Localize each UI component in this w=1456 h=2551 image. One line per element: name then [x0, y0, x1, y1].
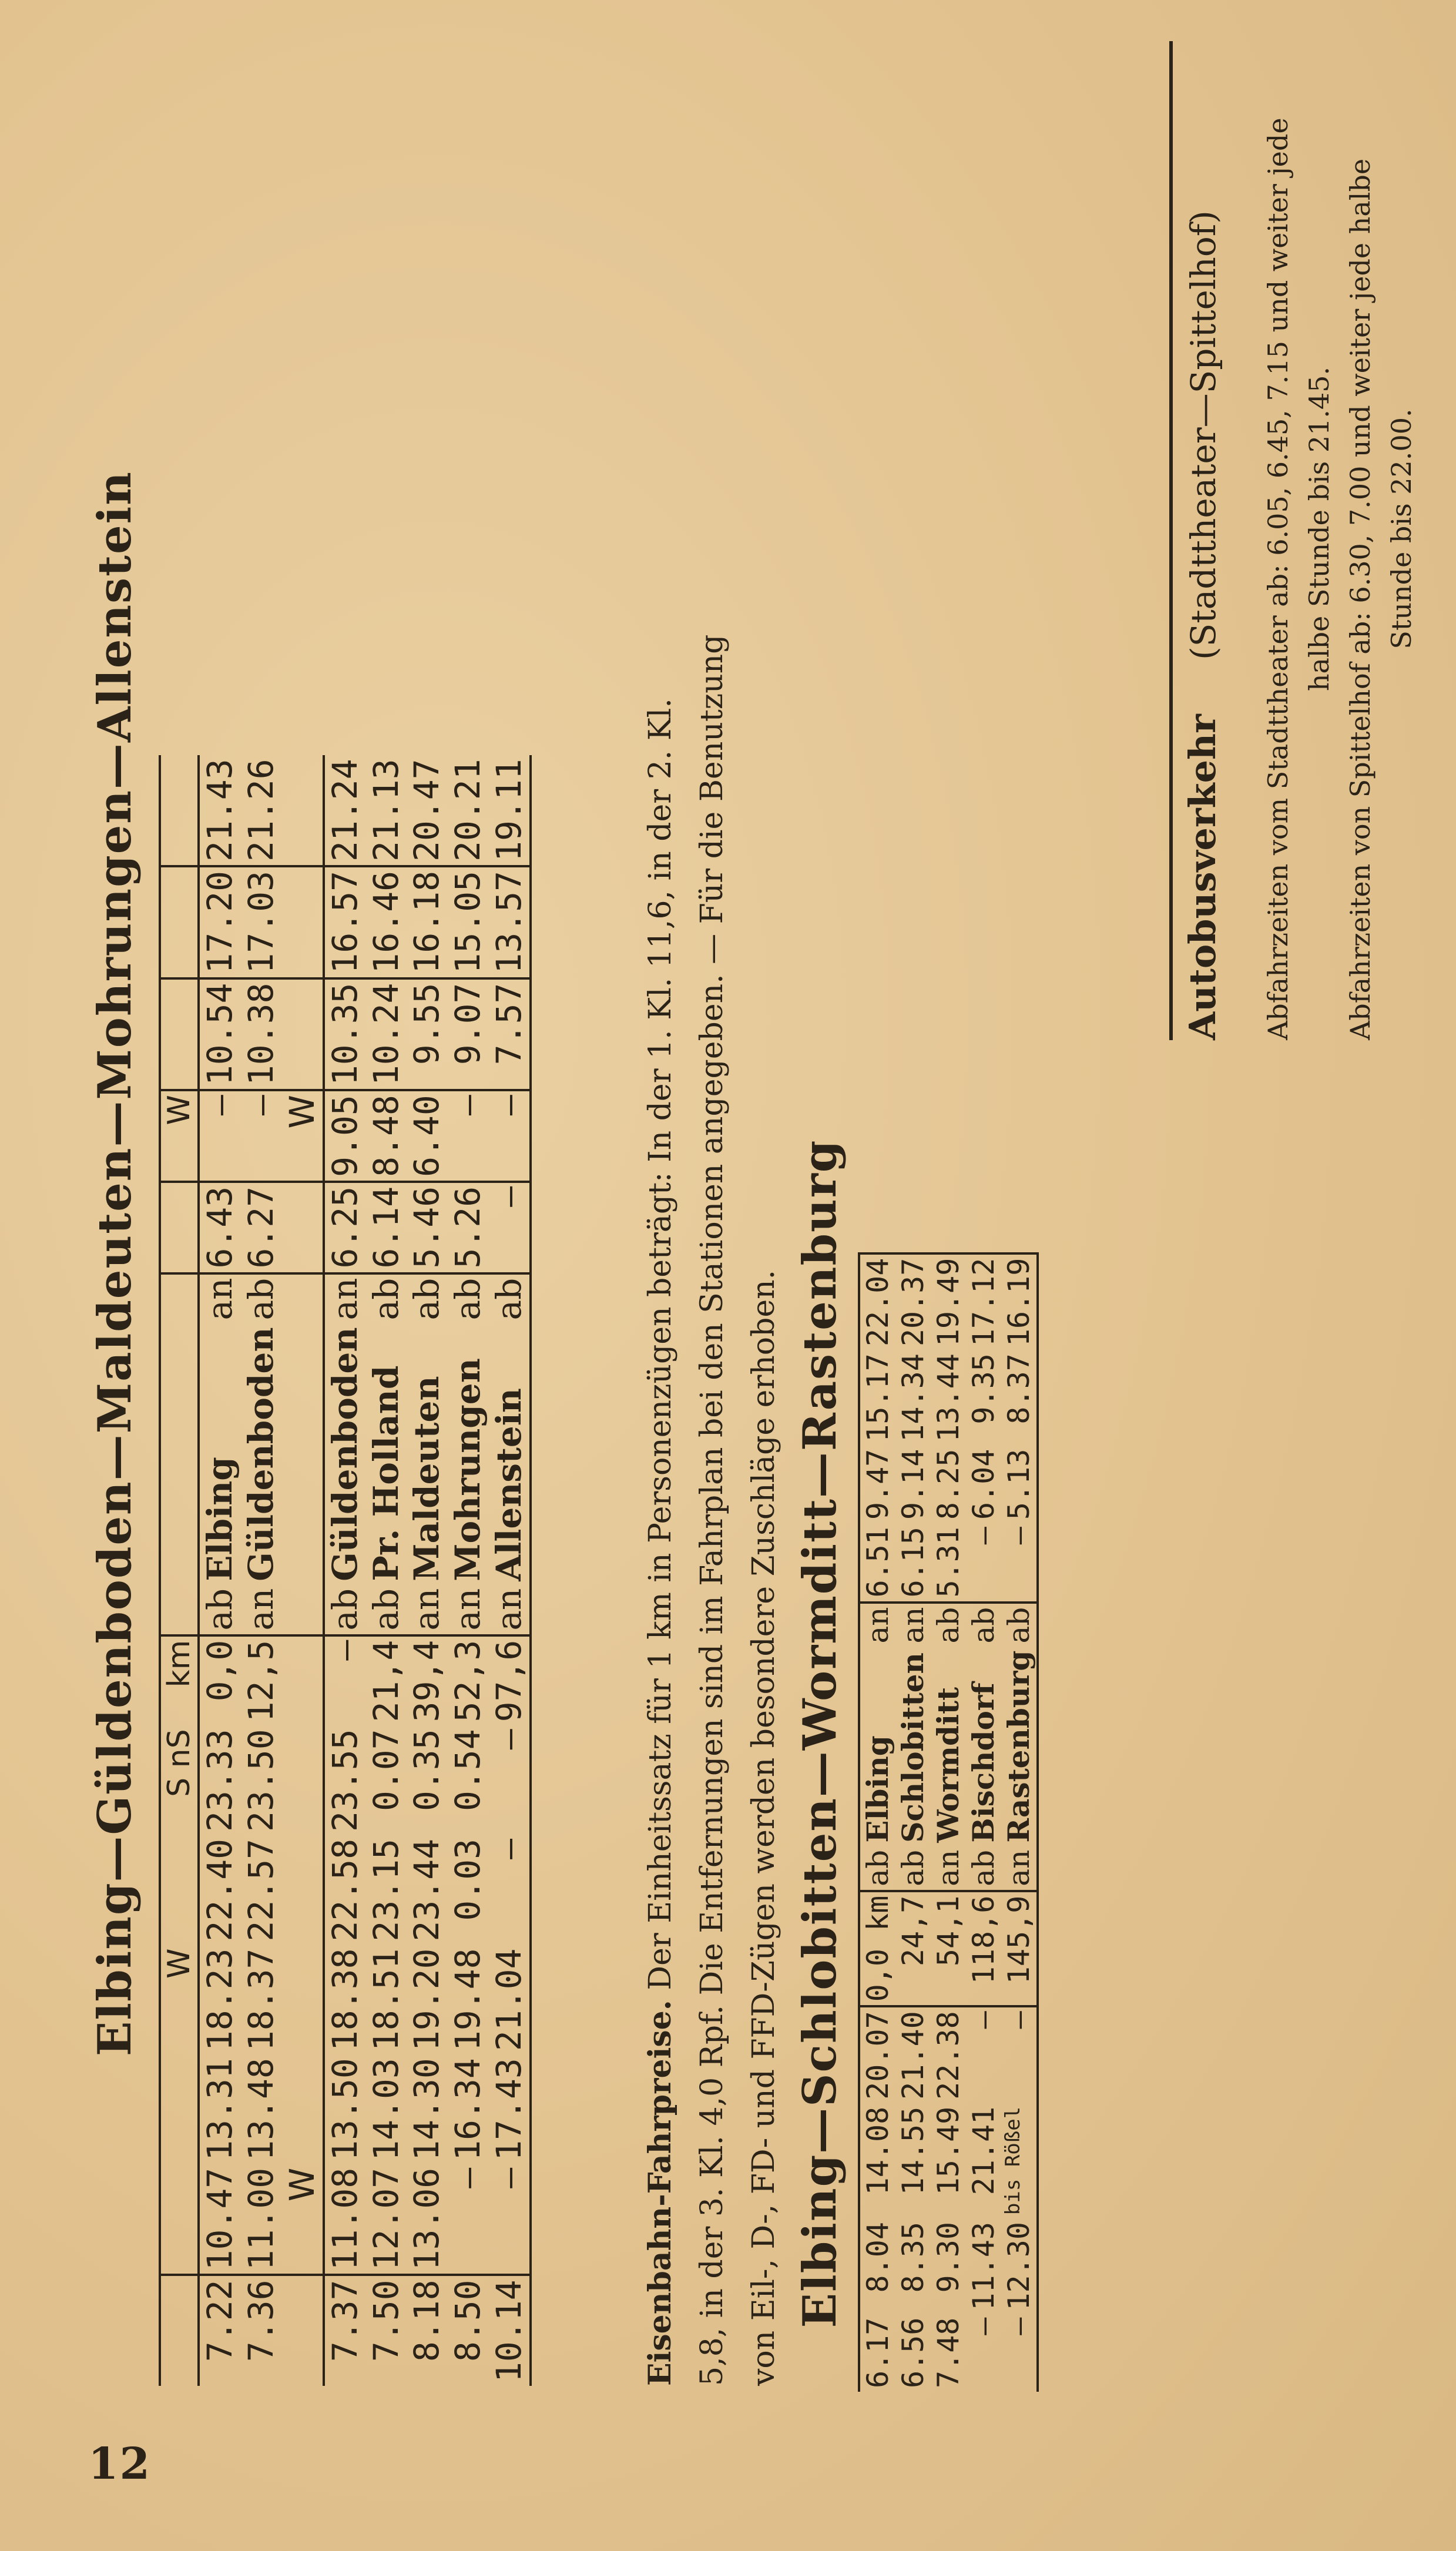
table-cell: [282, 2054, 324, 2164]
table-cell: —: [488, 1729, 529, 1750]
table-cell: 6.25: [324, 1182, 366, 1273]
table-cell: an: [895, 1603, 931, 1647]
header-cell: [160, 1323, 199, 1584]
table-cell: 15.49: [931, 2106, 965, 2195]
table-cell: 18.51: [365, 1948, 406, 2051]
w-mark: W: [282, 1090, 324, 1182]
table-cell: 7.50: [366, 2275, 407, 2386]
table-cell: ab: [967, 1849, 1001, 1886]
table-cell: 15.05: [448, 866, 489, 978]
table-row: [241, 755, 282, 2386]
timetable-table: [159, 755, 532, 2386]
table-row: [859, 1253, 895, 2392]
table-cell: an: [447, 1588, 488, 1631]
table-cell: an: [324, 1273, 366, 1324]
table-cell: Rastenburg: [1001, 1650, 1036, 1843]
table-cell: 8.25: [931, 1449, 965, 1520]
header-cell: km: [160, 1635, 199, 1726]
table-cell: 14.55: [896, 2106, 930, 2195]
table-cell: [282, 1323, 324, 1584]
table-cell: 9.14: [896, 1449, 930, 1520]
table-cell: 22.04: [859, 1253, 895, 1350]
table-cell: 22.40: [199, 1835, 241, 1945]
timetable-2-table: [858, 1252, 1039, 2392]
timetable-title: Elbing—Güldenboden—Maldeuten—Mohrungen—Allenstein: [88, 471, 142, 2057]
table-cell: 10.38: [241, 978, 282, 1091]
table-cell: —: [1001, 2006, 1038, 2103]
table-cell: 9.35: [967, 1353, 1001, 1424]
table-cell: 14.08: [861, 2106, 895, 2195]
table-row: [366, 755, 407, 2386]
header-cell: [160, 2275, 199, 2386]
table-cell: 19.11: [488, 759, 529, 861]
table-cell: ab: [489, 1273, 531, 1324]
timetable-elbing-rastenburg: [793, 1058, 1039, 2409]
table-cell: 15.17: [861, 1353, 895, 1442]
table-cell: bis Rößel: [1001, 2106, 1025, 2215]
table-cell: 18.23: [199, 1945, 241, 2055]
table-cell: 16.19: [1001, 1253, 1038, 1350]
table-cell: 6.14: [366, 1182, 407, 1273]
table-cell: 8.04: [861, 2222, 895, 2293]
table-cell: 6.04: [967, 1449, 1001, 1520]
table-cell: [282, 1835, 324, 1945]
table-cell: [282, 1725, 324, 1835]
bus-line-2: halbe Stunde bis 21.45.: [1303, 366, 1335, 692]
w-mark-row: [282, 755, 324, 2386]
table-cell: Elbing: [199, 1323, 241, 1584]
table-cell: [282, 1945, 324, 2055]
table-header-row: [160, 755, 199, 2386]
bus-times: [1257, 18, 1340, 1040]
fares-section: [635, 35, 790, 2386]
bus-heading: Autobusverkehr: [1181, 714, 1224, 1040]
table-cell: 11.00: [240, 2167, 281, 2271]
table-cell: 23.33: [199, 1725, 241, 1835]
table-cell: 10.54: [199, 978, 241, 1091]
table-row: [931, 1253, 966, 2392]
table-cell: 10.35: [324, 978, 366, 1091]
page-number: 12: [88, 2439, 151, 2489]
table-cell: 9.05: [324, 1090, 366, 1182]
table-cell: —: [966, 2006, 1001, 2103]
table-cell: Pr. Holland: [365, 1365, 406, 1581]
table-cell: 19.20: [407, 1948, 447, 2051]
table-row: [448, 755, 489, 2386]
table-cell: [282, 978, 324, 1091]
table-cell: Elbing: [860, 1735, 895, 1843]
table-cell: 21.13: [365, 759, 406, 861]
table-cell: Allenstein: [488, 1388, 529, 1581]
table-cell: an: [240, 1588, 281, 1631]
table-cell: 12,5: [241, 1635, 282, 1726]
table-cell: 118,6: [966, 1891, 1001, 2007]
header-cell: [160, 1835, 199, 1945]
table-cell: 18.37: [240, 1948, 281, 2051]
table-cell: an: [931, 1849, 965, 1886]
rotated-page-content: [88, 0, 1417, 2409]
table-cell: 0,0: [199, 1635, 241, 1726]
table-cell: 5.13: [1002, 1449, 1036, 1520]
table-cell: 6.43: [199, 1182, 241, 1273]
table-cell: ab: [448, 1273, 489, 1324]
table-cell: ab: [324, 1585, 366, 1635]
table-cell: 12.30: [1002, 2222, 1036, 2311]
table-cell: 6.51: [861, 1527, 895, 1598]
table-cell: 8.37: [1002, 1353, 1036, 1424]
header-cell: [160, 978, 199, 1091]
header-cell: S nS: [162, 1729, 197, 1797]
table-cell: [282, 1182, 324, 1273]
table-cell: ab: [931, 1603, 966, 1647]
header-cell: [160, 1182, 199, 1273]
timetable-elbing-allenstein: [88, 0, 532, 2409]
table-cell: ab: [199, 1585, 241, 1635]
table-cell: ab: [861, 1849, 895, 1886]
bus-section: [1169, 41, 1224, 1040]
table-cell: 7.37: [324, 2275, 366, 2386]
table-cell: —: [489, 1182, 531, 1273]
table-cell: —: [447, 2167, 488, 2188]
table-cell: 23.55: [324, 1725, 366, 1835]
table-cell: 8.18: [407, 2275, 448, 2386]
table-cell: an: [199, 1273, 241, 1324]
bus-route: (Stadttheater—Spittelhof): [1183, 210, 1223, 661]
table-cell: 10.47: [199, 2164, 241, 2275]
table-cell: 0.03: [447, 1838, 488, 1921]
table-cell: Maldeuten: [407, 1376, 447, 1581]
table-cell: 21.43: [199, 755, 241, 866]
table-cell: —: [489, 1090, 531, 1182]
table-cell: 13.50: [324, 2054, 366, 2164]
table-cell: 22.58: [324, 1835, 366, 1945]
table-cell: Mohrungen: [447, 1358, 488, 1581]
header-cell: [160, 1585, 199, 1635]
table-cell: —: [324, 1635, 366, 1726]
table-cell: 21.40: [895, 2006, 931, 2103]
table-cell: —: [241, 1090, 282, 1182]
table-cell: 0.35: [407, 1729, 447, 1812]
table-cell: 17.03: [241, 866, 282, 978]
table-cell: 54,1: [931, 1891, 966, 2007]
table-row: [407, 755, 448, 2386]
table-cell: ab: [407, 1273, 448, 1324]
table-cell: 10.24: [366, 978, 407, 1091]
header-cell: W: [160, 1090, 199, 1182]
table-cell: an: [407, 1588, 447, 1631]
table-cell: 8.48: [366, 1090, 407, 1182]
bus-times-2: [1340, 18, 1422, 1040]
table-cell: 7.48: [931, 2317, 965, 2388]
table-cell: 21.41: [967, 2106, 1001, 2195]
table-cell: Wormditt: [931, 1687, 965, 1843]
table-cell: 6.17: [861, 2317, 895, 2388]
table-cell: an: [859, 1603, 895, 1647]
table-row: [199, 755, 241, 2386]
table-cell: 21,4: [366, 1635, 407, 1726]
table-cell: Güldenboden: [324, 1323, 366, 1584]
table-cell: 6.15: [896, 1527, 930, 1598]
table-cell: 6.56: [896, 2317, 930, 2388]
w-mark: W: [281, 2167, 322, 2202]
table-cell: 5.26: [448, 1182, 489, 1273]
table-cell: ab: [366, 1273, 407, 1324]
table-cell: —: [967, 1527, 1001, 1545]
table-cell: 10.14: [489, 2275, 531, 2386]
table-cell: 8.35: [896, 2222, 930, 2293]
table-cell: 19.49: [931, 1253, 966, 1350]
table-cell: 21.26: [240, 759, 281, 861]
table-cell: 9.30: [931, 2222, 965, 2293]
timetable-2-title: Elbing—Schlobitten—Wormditt—Rastenburg: [793, 1139, 847, 2328]
table-cell: [282, 755, 324, 866]
table-cell: 22.57: [240, 1838, 281, 1942]
table-row: [324, 755, 366, 2386]
table-cell: 17.20: [199, 866, 241, 978]
table-cell: 11.08: [324, 2164, 366, 2275]
table-row: [966, 1253, 1001, 2392]
table-cell: Bischdorf: [966, 1682, 1001, 1843]
table-row: [895, 1253, 931, 2392]
table-cell: [282, 1273, 324, 1324]
table-cell: 24,7: [895, 1891, 931, 2007]
table-cell: 97,6: [489, 1635, 531, 1726]
table-cell: 0.54: [447, 1729, 488, 1812]
table-cell: 12.07: [365, 2167, 406, 2271]
table-cell: 5.31: [931, 1527, 965, 1598]
table-cell: 16.34: [447, 2058, 488, 2161]
table-cell: 9.55: [407, 978, 448, 1091]
table-cell: ab: [1001, 1603, 1038, 1647]
table-cell: ab: [365, 1588, 406, 1631]
table-cell: —: [1002, 2317, 1036, 2335]
table-cell: ab: [966, 1603, 1001, 1647]
table-cell: 22.38: [931, 2006, 966, 2103]
table-cell: 20.07: [859, 2006, 895, 2103]
bus-line-3: Abfahrzeiten von Spittelhof ab: 6.30, 7.00 und weiter jede halbe: [1344, 158, 1376, 1040]
table-cell: 23.15: [365, 1838, 406, 1942]
table-cell: 5.46: [407, 1182, 448, 1273]
table-cell: 0,0 km: [859, 1891, 895, 2007]
fares-heading: Eisenbahn-Fahrpreise.: [642, 2000, 678, 2386]
table-cell: 21.24: [324, 755, 366, 866]
table-cell: 16.57: [324, 866, 366, 978]
header-cell: [160, 1273, 199, 1324]
header-cell: [160, 866, 199, 978]
table-cell: 17.12: [966, 1253, 1001, 1350]
table-cell: 14.03: [365, 2058, 406, 2161]
table-cell: 17.43: [488, 2058, 529, 2161]
table-cell: 6.27: [241, 1182, 282, 1273]
table-cell: [282, 1635, 324, 1726]
fares-line-2: 5,8, in der 3. Kl. 4,0 Rpf. Die Entfernungen sind im Fahrplan bei den Stationen angegeben. — Für die Benutzung: [695, 634, 730, 2386]
table-cell: 39,4: [407, 1635, 448, 1726]
table-cell: 8.50: [448, 2275, 489, 2386]
fares-line-3: von Eil-, D-, FD- und FFD-Zügen werden besondere Zuschläge erhoben.: [746, 1269, 781, 2386]
bus-heading-line: [1181, 41, 1224, 1040]
table-cell: [282, 1585, 324, 1635]
table-cell: —: [967, 2317, 1001, 2335]
table-cell: 13.48: [240, 2058, 281, 2161]
table-cell: —: [488, 2167, 529, 2188]
table-cell: an: [488, 1588, 529, 1631]
table-cell: 13.44: [931, 1353, 965, 1442]
table-cell: 16.18: [407, 866, 448, 978]
fares-text-1: Der Einheitssatz für 1 km in Personenzügen beträgt: In der 1. Kl. 11,6, in der 2. Kl.: [643, 698, 678, 1990]
table-cell: 16.46: [366, 866, 407, 978]
table-cell: 20.21: [447, 759, 488, 861]
table-cell: 52,3: [448, 1635, 489, 1726]
table-cell: —: [1002, 1527, 1036, 1545]
table-cell: 13.31: [199, 2054, 241, 2164]
header-cell: [160, 2164, 199, 2275]
table-cell: 11.43: [967, 2222, 1001, 2311]
table-cell: 0.07: [365, 1729, 406, 1812]
fares-line-1: [635, 35, 686, 2386]
table-cell: 20.37: [895, 1253, 931, 1350]
table-cell: —: [488, 1838, 529, 1859]
table-cell: 14.30: [407, 2058, 447, 2161]
table-cell: 21.04: [488, 1948, 529, 2051]
table-cell: an: [1002, 1849, 1036, 1886]
table-cell: 7.22: [199, 2275, 241, 2386]
table-cell: 20.47: [407, 759, 447, 861]
table-cell: 19.48: [447, 1948, 488, 2051]
table-cell: —: [199, 1090, 241, 1182]
table-cell: ab: [241, 1273, 282, 1324]
header-cell: [160, 755, 199, 866]
table-cell: 9.47: [861, 1449, 895, 1520]
table-cell: ab: [896, 1849, 930, 1886]
bus-line-1: Abfahrzeiten vom Stadttheater ab: 6.05, 6.45, 7.15 und weiter jede: [1262, 118, 1294, 1040]
table-cell: [282, 866, 324, 978]
table-cell: 13.06: [407, 2167, 447, 2271]
table-row: [1001, 1253, 1038, 2392]
table-cell: 7.57: [489, 978, 531, 1091]
table-cell: 14.34: [896, 1353, 930, 1442]
table-cell: 7.36: [241, 2275, 282, 2386]
table-cell: [282, 2275, 324, 2386]
table-cell: 23.50: [240, 1729, 281, 1832]
header-cell: W: [162, 1948, 197, 1979]
table-cell: 6.40: [407, 1090, 448, 1182]
table-cell: 18.38: [324, 1945, 366, 2055]
header-cell: [160, 2054, 199, 2164]
table-cell: 23.44: [407, 1838, 447, 1942]
table-cell: 9.07: [448, 978, 489, 1091]
table-cell: Güldenboden: [240, 1327, 281, 1581]
table-cell: —: [448, 1090, 489, 1182]
table-cell: 145,9: [1001, 1891, 1038, 2007]
bus-line-4: Stunde bis 22.00.: [1385, 408, 1417, 649]
table-cell: Schlobitten: [895, 1652, 930, 1843]
table-cell: 13.57: [489, 866, 531, 978]
table-row: [489, 755, 531, 2386]
